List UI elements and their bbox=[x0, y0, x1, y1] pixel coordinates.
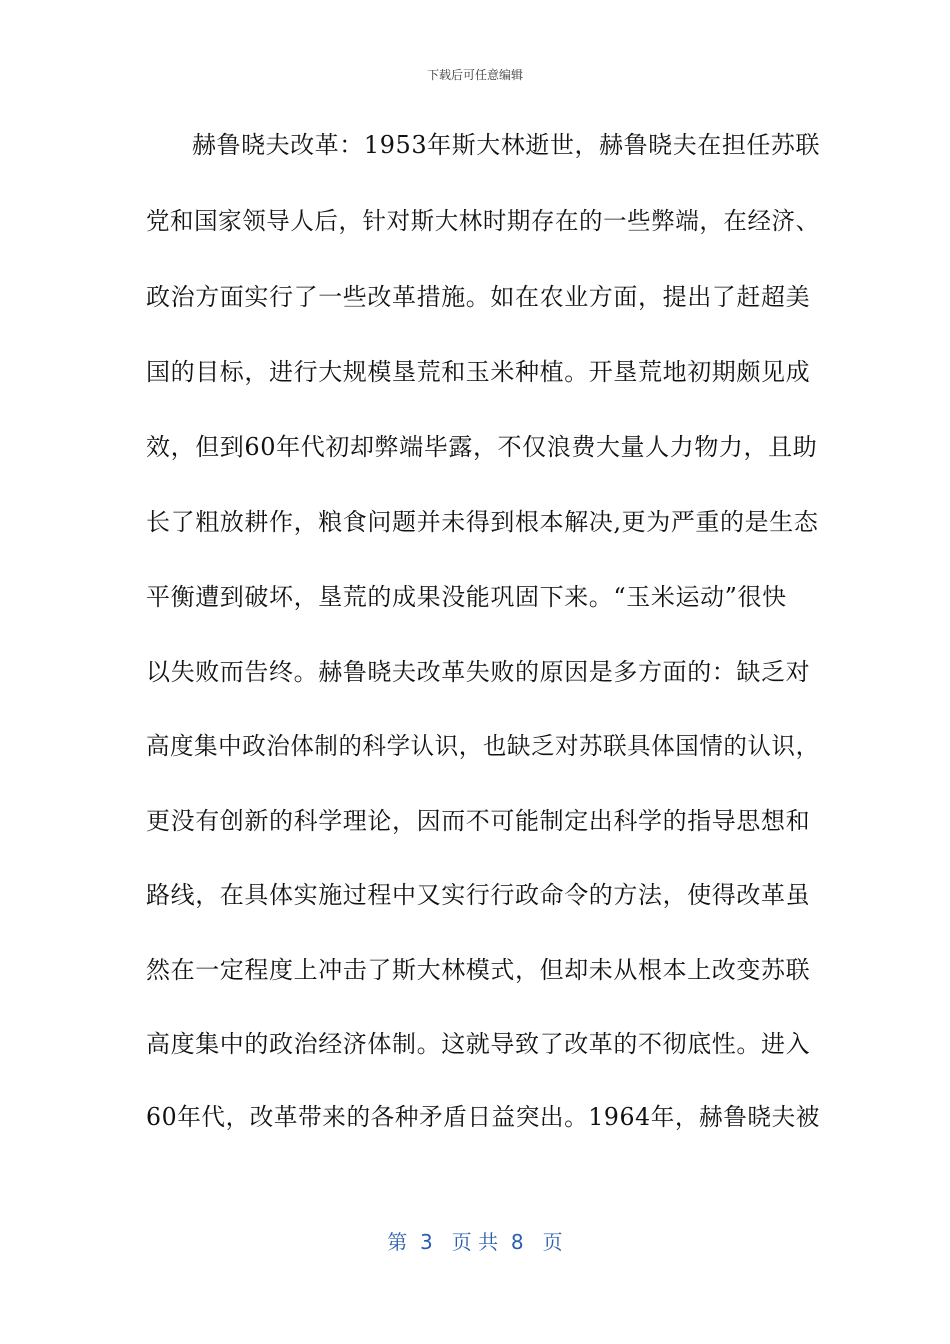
text-line: 党和国家领导人后，针对斯大林时期存在的一些弊端，在经济、 bbox=[146, 207, 820, 235]
text-line: 60年代，改革带来的各种矛盾日益突出。1964年，赫鲁晓夫被 bbox=[146, 1103, 820, 1131]
text-line: 以失败而告终。赫鲁晓夫改革失败的原因是多方面的：缺乏对 bbox=[146, 658, 811, 686]
text-line: 高度集中的政治经济体制。这就导致了改革的不彻底性。进入 bbox=[146, 1030, 811, 1058]
text-line: 路线，在具体实施过程中又实行行政命令的方法，使得改革虽 bbox=[146, 881, 811, 909]
text-line: 赫鲁晓夫改革：1953年斯大林逝世，赫鲁晓夫在担任苏联 bbox=[192, 131, 821, 159]
text-line: 高度集中政治体制的科学认识，也缺乏对苏联具体国情的认识， bbox=[146, 732, 820, 760]
text-line: 更没有创新的科学理论，因而不可能制定出科学的指导思想和 bbox=[146, 807, 811, 835]
text-line: 效，但到60年代初却弊端毕露，不仅浪费大量人力物力，且助 bbox=[146, 433, 818, 461]
page-number: 第 3 页 共 8 页 bbox=[387, 1230, 563, 1254]
text-line: 长了粗放耕作，粮食问题并未得到根本解决,更为严重的是生态 bbox=[146, 508, 819, 536]
text-line: 平衡遭到破坏，垦荒的成果没能巩固下来。“玉米运动”很快 bbox=[146, 583, 787, 611]
header-note: 下载后可任意编辑 bbox=[426, 68, 523, 82]
text-line: 国的目标，进行大规模垦荒和玉米种植。开垦荒地初期颇见成 bbox=[146, 358, 811, 386]
text-line: 然在一定程度上冲击了斯大林模式，但却未从根本上改变苏联 bbox=[146, 956, 811, 984]
text-line: 政治方面实行了一些改革措施。如在农业方面，提出了赶超美 bbox=[146, 283, 811, 311]
